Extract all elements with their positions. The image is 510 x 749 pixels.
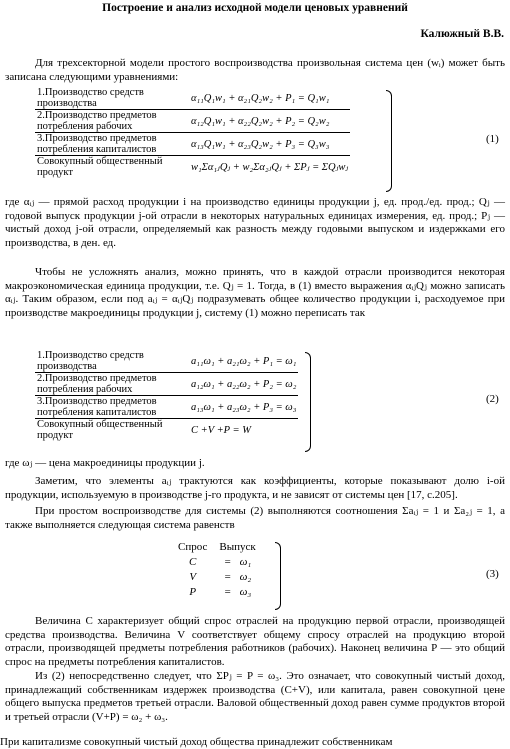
- system3-header-row: [172, 540, 262, 555]
- row-equation: a₁₁ω₁ + a₂₁ω₂ + P₁ = ω₁: [189, 350, 298, 373]
- right-brace: [275, 542, 281, 610]
- magnitudes-paragraph: Величина C характеризует общий спрос отраслей на продукцию первой отрасли, производящей средства производства. Величина V соответствует общему спросу отраслей на продукцию второй отрасли, производящей предметы потребления работников (рабочих). Наконец величина P — это общий спрос на предметы потребления капиталистов.: [5, 615, 505, 668]
- row-label: 1.Производство средств производства: [35, 87, 189, 110]
- row-label: 3.Производство предметов потребления капиталистов: [35, 396, 189, 419]
- system1-row: [35, 156, 350, 179]
- row-label: Совокупный общественный продукт: [37, 419, 163, 441]
- row-equation: w₁Σα₁ⱼQⱼ + w₂Σα₂ⱼQⱼ + ΣPⱼ = ΣQⱼwⱼ: [191, 161, 349, 173]
- row-equation: α₁₁Q₁w₁ + α₂₁Q₂w₂ + P₁ = Q₁w₁: [189, 87, 350, 110]
- right-brace: [305, 352, 311, 452]
- row-equation: α₁₃Q₁w₁ + α₂₃Q₂w₂ + P₃ = Q₃w₃: [189, 133, 350, 156]
- row-label: 3.Производство предметов потребления капиталистов: [35, 133, 189, 156]
- supply-header: Выпуск: [219, 541, 256, 553]
- right-brace: [386, 90, 392, 192]
- supply-cell: = ω₃: [223, 586, 252, 598]
- supply-cell: = ω₁: [223, 556, 252, 568]
- system3-row: [172, 555, 262, 570]
- equation-number: (1): [486, 133, 499, 145]
- demand-cell: P: [189, 586, 197, 598]
- system3-row: [172, 570, 262, 585]
- system1-row: [35, 87, 350, 110]
- equation-number: (2): [486, 393, 499, 405]
- simplification-paragraph: Чтобы не усложнять анализ, можно принять, что в каждой отрасли производится некоторая макроэкономическая единица продукции, т.е. Qⱼ = 1. Тогда, в (1) вместо выражения αᵢⱼQⱼ можно записать αᵢⱼ. Таким образом, если под aᵢⱼ = αᵢⱼQⱼ подразумевать общее количество продукции i, расходуемое при производстве макроединицы продукции j, систему (1) можно переписать так: [5, 266, 505, 319]
- system2-row: [35, 419, 298, 442]
- coefficients-paragraph: Заметим, что элементы aᵢⱼ трактуются как коэффициенты, которые показывают долю i-ой продукции, используемую в производстве j-го продукта, и не зависят от системы цен [17, с.205].: [5, 475, 505, 501]
- demand-cell: C: [189, 556, 197, 568]
- row-label: 2.Производство предметов потребления рабочих: [35, 110, 189, 133]
- row-equation: a₁₂ω₁ + a₂₂ω₂ + P₂ = ω₂: [189, 373, 298, 396]
- net-income-paragraph: Из (2) непосредственно следует, что ΣPⱼ = P = ω₃. Это означает, что совокупный чистый доход, принадлежащий собственникам издержек производства (C+V), или капитала, равен совокупной цене общего выпуска предметов третьей отрасли. Валовой общественный доход равен сумме продуктов второй и третьей отрасли (V+P) = ω₂ + ω₃.: [5, 670, 505, 723]
- equation-number: (3): [486, 568, 499, 580]
- intro-paragraph: Для трехсекторной модели простого воспроизводства произвольная система цен (wᵢ) может быть записана следующими уравнениями:: [5, 57, 505, 83]
- supply-cell: = ω₂: [223, 571, 252, 583]
- equation-system-1: [35, 87, 350, 178]
- price-definition: где ωⱼ — цена макроединицы продукции j.: [5, 457, 205, 469]
- row-label: 1.Производство средств производства: [35, 350, 189, 373]
- definitions-paragraph: где αᵢⱼ — прямой расход продукции i на производство единицы продукции j, ед. прод./ед. прод.; Qⱼ — годовой выпуск продукции j-ой отрасли в некоторых натуральных единицах измерения, ед. прод.; Pⱼ — чистый доход j-ой отрасли, определяемый как разность между годовыми выпуском и издержками его производства, в ден. ед.: [5, 196, 505, 249]
- demand-header: Спрос: [178, 541, 208, 553]
- document-title: Построение и анализ исходной модели ценовых уравнений: [102, 2, 408, 14]
- system2-row: [35, 373, 298, 396]
- author-name: Калюжный В.В.: [420, 28, 504, 40]
- system1-row: [35, 110, 350, 133]
- system3-row: [172, 585, 262, 600]
- equation-system-2: [35, 350, 298, 441]
- equation-system-3: [172, 540, 262, 600]
- reproduction-paragraph: При простом воспроизводстве для системы (2) выполняются соотношения Σaᵢⱼ = 1 и Σa₂ⱼ = 1, а также выполняется следующая система равенств: [5, 505, 505, 531]
- row-equation: a₁₃ω₁ + a₂₃ω₂ + P₃ = ω₃: [189, 396, 298, 419]
- row-equation: C +V +P = W: [191, 424, 251, 436]
- closing-line: При капитализме совокупный чистый доход общества принадлежит собственникам: [0, 736, 393, 748]
- row-label: Совокупный общественный продукт: [37, 156, 163, 178]
- row-label: 2.Производство предметов потребления рабочих: [35, 373, 189, 396]
- system2-row: [35, 396, 298, 419]
- demand-cell: V: [189, 571, 197, 583]
- system1-row: [35, 133, 350, 156]
- system2-row: [35, 350, 298, 373]
- row-equation: α₁₂Q₁w₁ + α₂₂Q₂w₂ + P₂ = Q₂w₂: [189, 110, 350, 133]
